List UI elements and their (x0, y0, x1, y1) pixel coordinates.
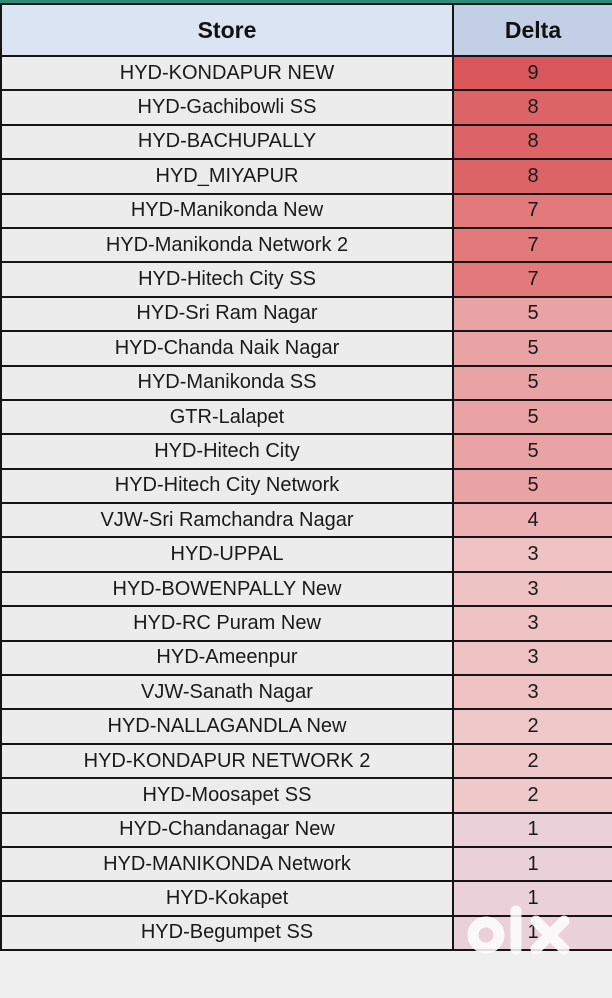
delta-cell[interactable]: 1 (453, 881, 612, 915)
delta-cell[interactable]: 3 (453, 675, 612, 709)
store-cell[interactable]: HYD-KONDAPUR NETWORK 2 (1, 744, 453, 778)
delta-column-header[interactable]: Delta (453, 4, 612, 56)
store-cell[interactable]: HYD-NALLAGANDLA New (1, 709, 453, 743)
table-row (1, 297, 612, 331)
table-row (1, 813, 612, 847)
delta-cell[interactable]: 7 (453, 228, 612, 262)
delta-cell[interactable]: 9 (453, 56, 612, 90)
table-row (1, 56, 612, 90)
table-row (1, 434, 612, 468)
table-row (1, 916, 612, 950)
store-cell[interactable]: HYD-Hitech City (1, 434, 453, 468)
delta-cell[interactable]: 5 (453, 297, 612, 331)
table-row (1, 366, 612, 400)
delta-cell[interactable]: 5 (453, 434, 612, 468)
store-cell[interactable]: HYD-RC Puram New (1, 606, 453, 640)
table-row (1, 881, 612, 915)
store-delta-table (0, 3, 612, 951)
table-body (1, 56, 612, 950)
delta-cell[interactable]: 5 (453, 331, 612, 365)
store-cell[interactable]: HYD-Manikonda Network 2 (1, 228, 453, 262)
store-cell[interactable]: HYD-Moosapet SS (1, 778, 453, 812)
table-row (1, 709, 612, 743)
table-row (1, 641, 612, 675)
table-row (1, 847, 612, 881)
store-cell[interactable]: HYD-Manikonda New (1, 194, 453, 228)
delta-cell[interactable]: 4 (453, 503, 612, 537)
store-cell[interactable]: HYD-Manikonda SS (1, 366, 453, 400)
delta-cell[interactable]: 2 (453, 709, 612, 743)
table-row (1, 572, 612, 606)
table-row (1, 537, 612, 571)
store-column-header[interactable]: Store (1, 4, 453, 56)
store-cell[interactable]: HYD-Chanda Naik Nagar (1, 331, 453, 365)
delta-cell[interactable]: 3 (453, 537, 612, 571)
table-row (1, 90, 612, 124)
delta-cell[interactable]: 8 (453, 90, 612, 124)
delta-cell[interactable]: 1 (453, 847, 612, 881)
delta-cell[interactable]: 2 (453, 778, 612, 812)
store-cell[interactable]: HYD-Kokapet (1, 881, 453, 915)
delta-cell[interactable]: 5 (453, 400, 612, 434)
store-cell[interactable]: HYD_MIYAPUR (1, 159, 453, 193)
table-row (1, 228, 612, 262)
table-row (1, 675, 612, 709)
store-cell[interactable]: HYD-UPPAL (1, 537, 453, 571)
table-row (1, 778, 612, 812)
store-cell[interactable]: GTR-Lalapet (1, 400, 453, 434)
table-row (1, 125, 612, 159)
store-cell[interactable]: HYD-MANIKONDA Network (1, 847, 453, 881)
store-cell[interactable]: HYD-Hitech City Network (1, 469, 453, 503)
delta-cell[interactable]: 3 (453, 606, 612, 640)
delta-cell[interactable]: 3 (453, 641, 612, 675)
delta-cell[interactable]: 5 (453, 469, 612, 503)
table-row (1, 159, 612, 193)
table-row (1, 400, 612, 434)
delta-cell[interactable]: 2 (453, 744, 612, 778)
store-cell[interactable]: HYD-Hitech City SS (1, 262, 453, 296)
delta-cell[interactable]: 8 (453, 125, 612, 159)
delta-cell[interactable]: 8 (453, 159, 612, 193)
table-row (1, 194, 612, 228)
delta-cell[interactable]: 1 (453, 813, 612, 847)
table-row (1, 469, 612, 503)
store-cell[interactable]: VJW-Sri Ramchandra Nagar (1, 503, 453, 537)
table-row (1, 744, 612, 778)
store-cell[interactable]: VJW-Sanath Nagar (1, 675, 453, 709)
header-row (1, 4, 612, 56)
store-cell[interactable]: HYD-Sri Ram Nagar (1, 297, 453, 331)
store-cell[interactable]: HYD-KONDAPUR NEW (1, 56, 453, 90)
table-row (1, 606, 612, 640)
store-cell[interactable]: HYD-Begumpet SS (1, 916, 453, 950)
store-cell[interactable]: HYD-BACHUPALLY (1, 125, 453, 159)
table-row (1, 331, 612, 365)
store-cell[interactable]: HYD-Chandanagar New (1, 813, 453, 847)
table-row (1, 262, 612, 296)
table-row (1, 503, 612, 537)
delta-cell[interactable]: 3 (453, 572, 612, 606)
delta-cell[interactable]: 7 (453, 194, 612, 228)
store-cell[interactable]: HYD-Ameenpur (1, 641, 453, 675)
store-cell[interactable]: HYD-Gachibowli SS (1, 90, 453, 124)
store-cell[interactable]: HYD-BOWENPALLY New (1, 572, 453, 606)
delta-cell[interactable]: 1 (453, 916, 612, 950)
delta-cell[interactable]: 7 (453, 262, 612, 296)
delta-cell[interactable]: 5 (453, 366, 612, 400)
